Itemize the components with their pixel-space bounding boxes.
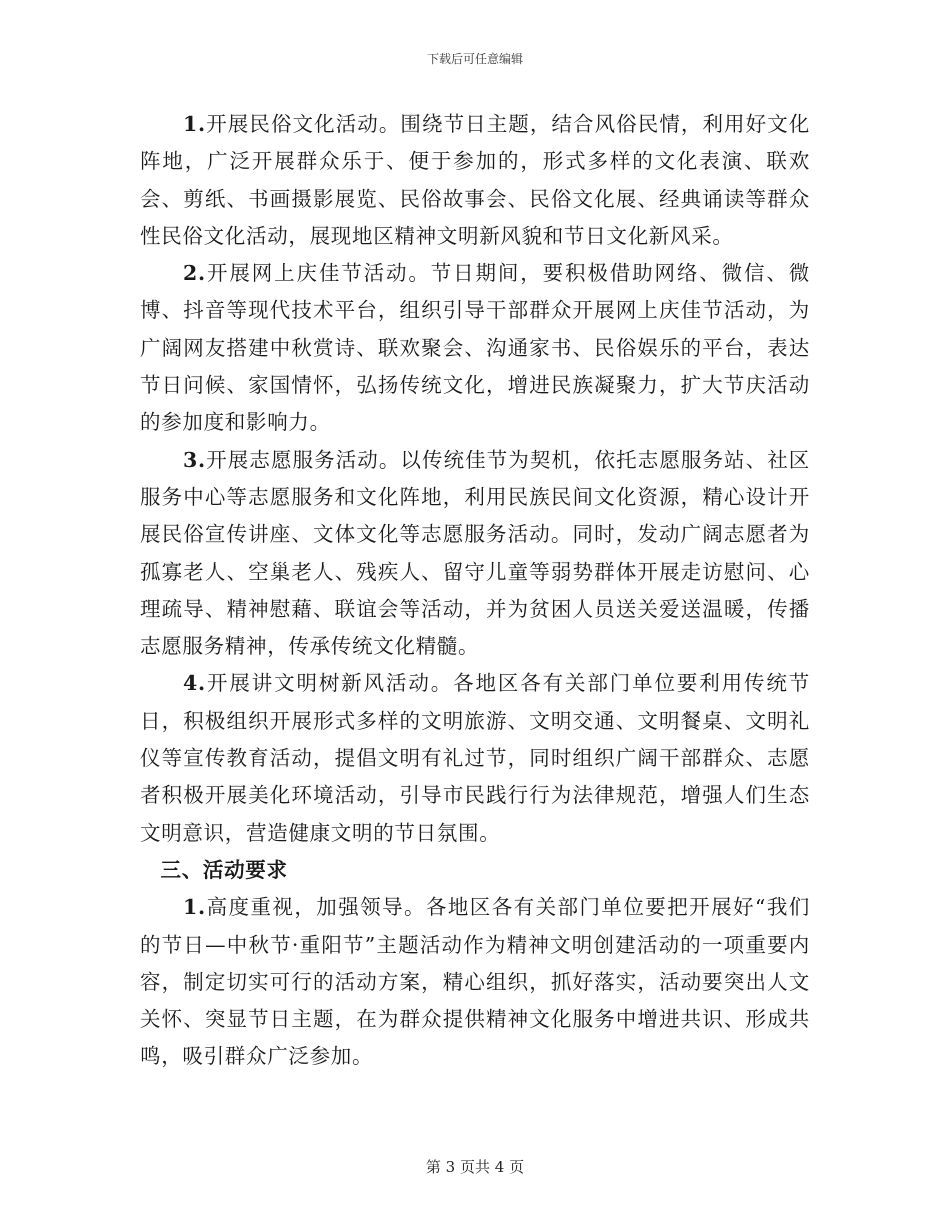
paragraph-4 [140, 665, 810, 851]
paragraph-number: 2. [183, 261, 206, 286]
document-body [140, 106, 810, 1076]
paragraph-text: 开展志愿服务活动。以传统佳节为契机，依托志愿服务站、社区服务中心等志愿服务和文化阵地，利用民族民间文化资源，精心设计开展民俗宣传讲座、文体文化等志愿服务活动。同时，发动广阔志愿者为孤寡老人、空巢老人、残疾人、留守儿童等弱势群体开展走访慰问、心理疏导、精神慰藉、联谊会等活动，并为贫困人员送关爱送温暖，传播志愿服务精神，传承传统文化精髓。 [140, 447, 810, 659]
paragraph-number: 3. [183, 447, 206, 472]
paragraph-number: 4. [183, 671, 206, 696]
paragraph-text: 开展民俗文化活动。围绕节日主题，结合风俗民情，利用好文化阵地，广泛开展群众乐于、便于参加的，形式多样的文化表演、联欢会、剪纸、书画摄影展览、民俗故事会、民俗文化展、经典诵读等群众性民俗文化活动，展现地区精神文明新风貌和节日文化新风采。 [140, 112, 810, 248]
paragraph-2 [140, 255, 810, 441]
paragraph-3 [140, 442, 810, 666]
section-heading: 三、活动要求 [160, 857, 288, 882]
page-footer: 第 3 页共 4 页 [425, 1158, 525, 1176]
requirement-1 [140, 889, 810, 1075]
paragraph-text: 开展讲文明树新风活动。各地区各有关部门单位要利用传统节日，积极组织开展形式多样的文明旅游、文明交通、文明餐桌、文明礼仪等宣传教育活动，提倡文明有礼过节，同时组织广阔干部群众、志愿者积极开展美化环境活动，引导市民践行行为法律规范，增强人们生态文明意识，营造健康文明的节日氛围。 [140, 671, 810, 845]
paragraph-text: 高度重视，加强领导。各地区各有关部门单位要把开展好“我们的节日—中秋节·重阳节”主题活动作为精神文明创建活动的一项重要内容，制定切实可行的活动方案，精心组织，抓好落实，活动要突出人文关怀、突显节日主题，在为群众提供精神文化服务中增进共识、形成共鸣，吸引群众广泛参加。 [140, 895, 810, 1069]
page-header: 下载后可任意编辑 [426, 52, 523, 66]
paragraph-number: 1. [183, 895, 206, 920]
paragraph-1 [140, 106, 810, 255]
paragraph-text: 开展网上庆佳节活动。节日期间，要积极借助网络、微信、微博、抖音等现代技术平台，组织引导干部群众开展网上庆佳节活动，为广阔网友搭建中秋赏诗、联欢聚会、沟通家书、民俗娱乐的平台，表达节日问候、家国情怀，弘扬传统文化，增进民族凝聚力，扩大节庆活动的参加度和影响力。 [140, 261, 810, 435]
paragraph-number: 1. [183, 112, 206, 136]
